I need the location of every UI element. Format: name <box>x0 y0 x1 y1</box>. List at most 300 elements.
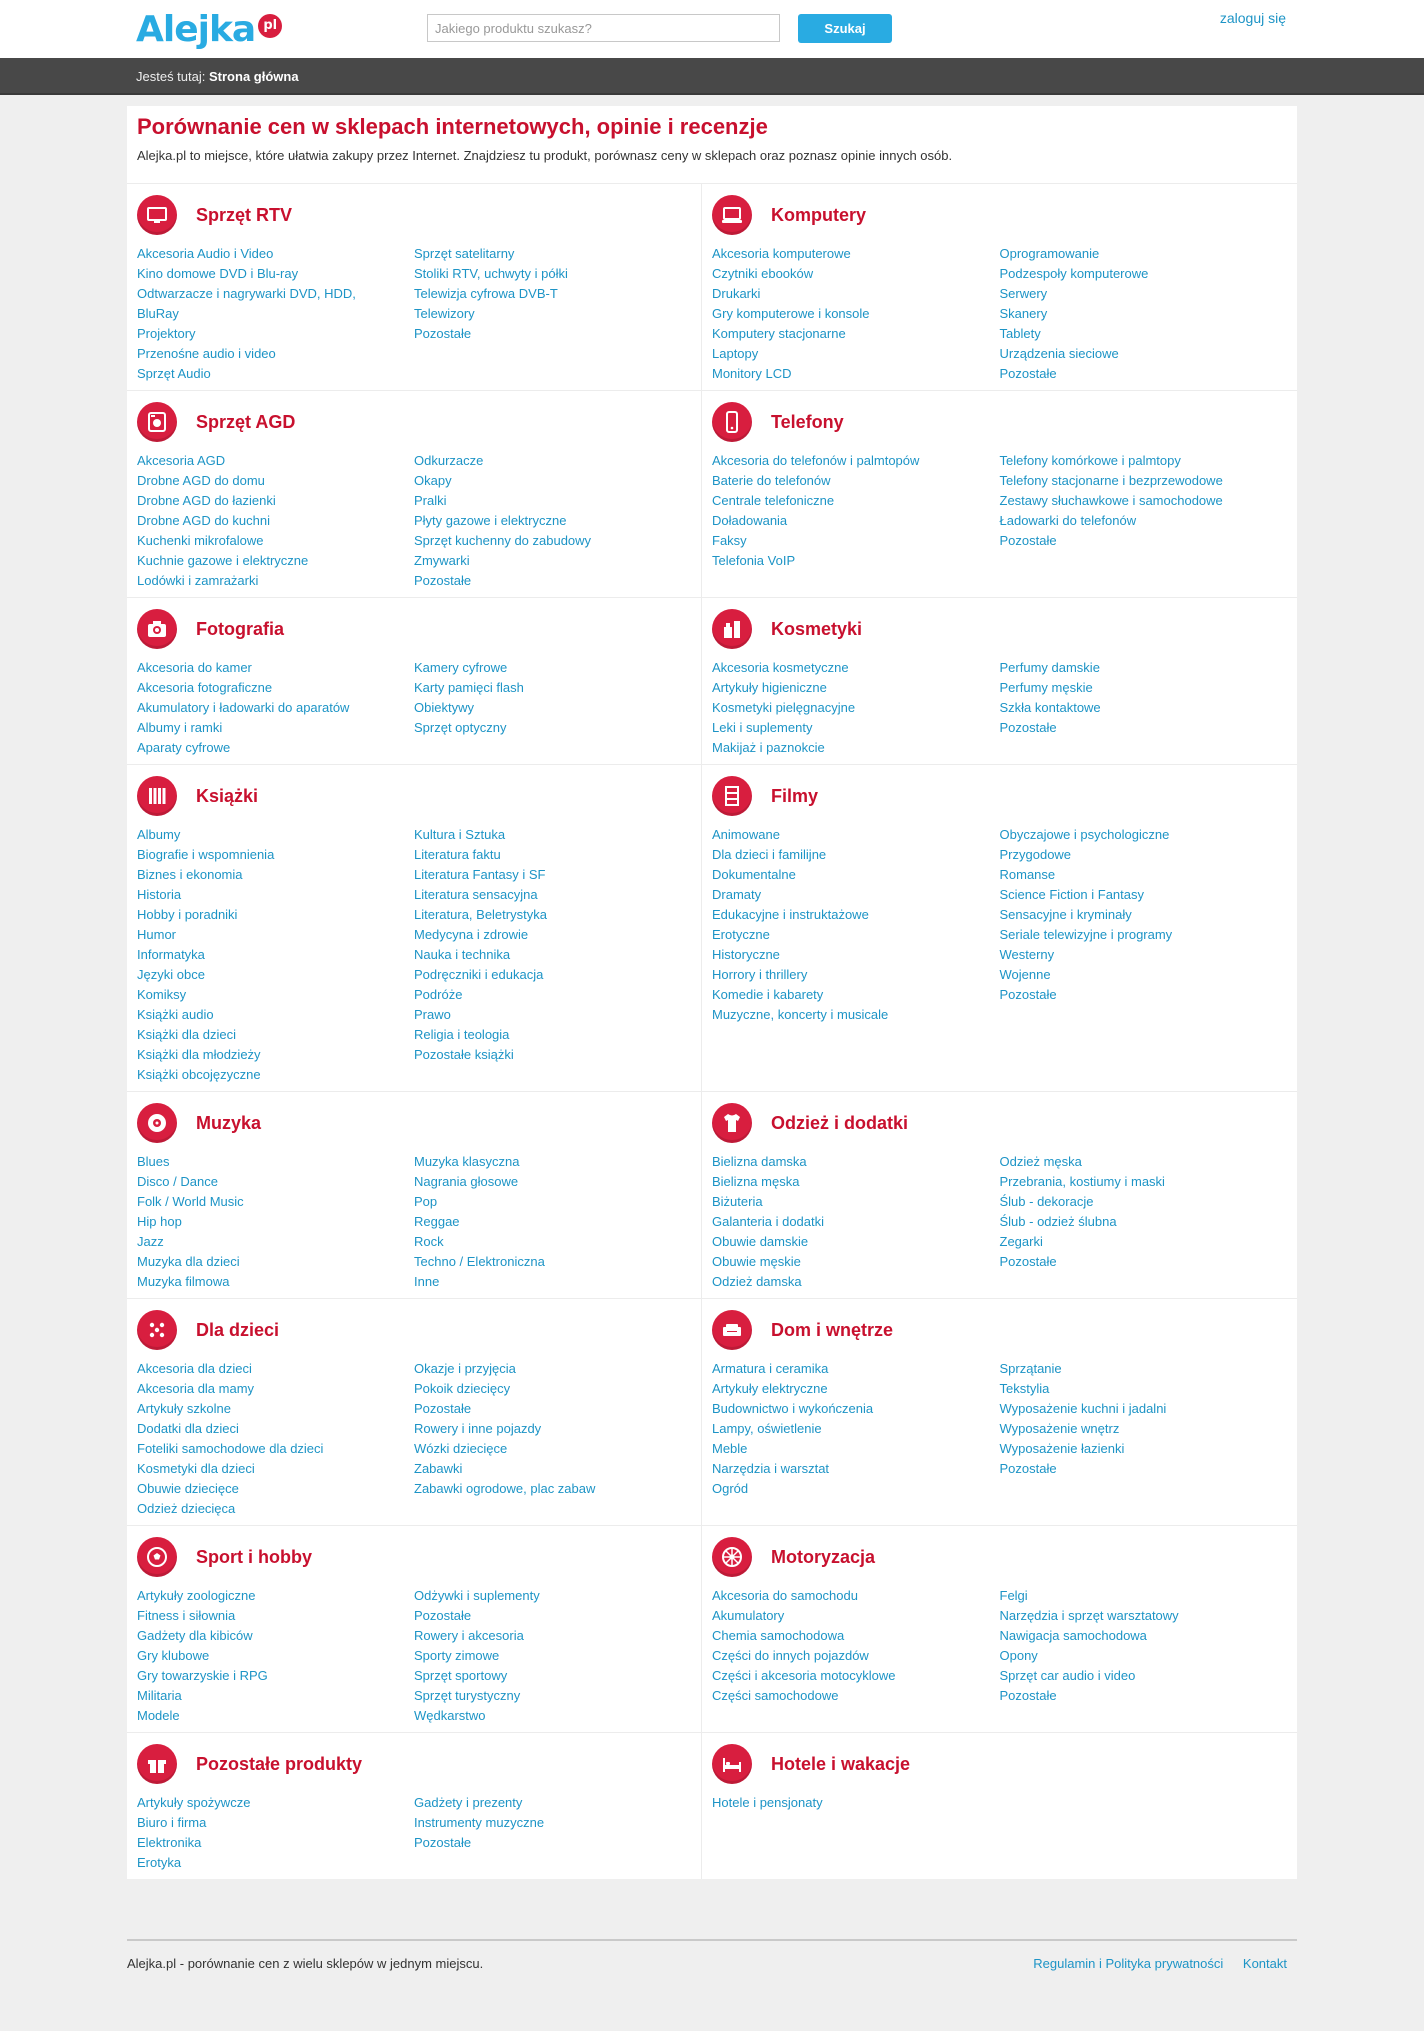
subcategory-link[interactable]: Kino domowe DVD i Blu-ray <box>137 266 299 281</box>
books-icon[interactable] <box>137 776 177 816</box>
category-sport-i-hobby <box>127 1526 701 1732</box>
subcategory-link[interactable]: Leki i suplementy <box>712 720 813 735</box>
subcategory-link[interactable]: Pozostałe <box>999 533 1057 548</box>
category-title[interactable]: Odzież i dodatki <box>771 1112 909 1133</box>
subcategory-link[interactable]: Akcesoria do kamer <box>137 660 252 675</box>
footer-links <box>1017 1956 1287 1971</box>
subcategory-link[interactable]: Meble <box>712 1441 748 1456</box>
subcategory-link[interactable]: Modele <box>137 1708 180 1723</box>
subcategory-link[interactable]: Podzespoły komputerowe <box>999 266 1149 281</box>
subcategory-link[interactable]: Biuro i firma <box>137 1815 207 1830</box>
subcategory-link[interactable]: Erotyczne <box>712 927 770 942</box>
subcategory-link[interactable]: Odzież dziecięca <box>137 1501 236 1516</box>
login-link[interactable]: zaloguj się <box>1219 10 1286 26</box>
subcategory-link[interactable]: Skanery <box>999 306 1048 321</box>
subcategory-link[interactable]: Karty pamięci flash <box>414 680 524 695</box>
subcategory-link[interactable]: Akcesoria AGD <box>137 453 226 468</box>
subcategory-link[interactable]: Akcesoria fotograficzne <box>137 680 273 695</box>
subcategory-link[interactable]: Pozostałe <box>414 1608 472 1623</box>
subcategory-link[interactable]: Tablety <box>999 326 1041 341</box>
category-title[interactable]: Telefony <box>771 411 844 432</box>
subcategory-columns <box>137 1152 691 1292</box>
category-title[interactable]: Dla dzieci <box>196 1319 280 1340</box>
subcategory-columns <box>712 1359 1287 1499</box>
subcategory-link[interactable]: Pozostałe <box>414 1835 472 1850</box>
tv-icon[interactable] <box>137 195 177 235</box>
subcategory-link[interactable]: Przygodowe <box>999 847 1072 862</box>
subcategory-link[interactable]: Obyczajowe i psychologiczne <box>999 827 1170 842</box>
subcategory-link[interactable]: Techno / Elektroniczna <box>414 1254 545 1269</box>
category-header <box>712 775 1287 817</box>
subcategory-link[interactable]: Doładowania <box>712 513 788 528</box>
subcategory-link[interactable]: Tekstylia <box>999 1381 1050 1396</box>
footer-divider <box>127 1939 1297 1941</box>
subcategory-link[interactable]: Reggae <box>414 1214 460 1229</box>
subcategory-link[interactable]: Akcesoria kosmetyczne <box>712 660 849 675</box>
subcategory-link[interactable]: Akcesoria do telefonów i palmtopów <box>712 453 920 468</box>
subcategory-link[interactable]: Pozostałe <box>414 573 472 588</box>
subcategory-link[interactable]: Pokoik dziecięcy <box>414 1381 511 1396</box>
subcategory-link[interactable]: Odkurzacze <box>414 453 484 468</box>
subcategory-link[interactable]: Monitory LCD <box>712 366 792 381</box>
category-title[interactable]: Fotografia <box>196 618 284 639</box>
subcategory-column <box>1000 1793 1288 1813</box>
category-motoryzacja <box>701 1526 1297 1732</box>
subcategory-link[interactable]: Obiektywy <box>414 700 474 715</box>
category-header <box>137 1743 691 1785</box>
subcategory-link[interactable]: Prawo <box>414 1007 451 1022</box>
subcategory-link[interactable]: Komedie i kabarety <box>712 987 824 1002</box>
category-row <box>127 391 1297 598</box>
film-icon[interactable] <box>712 776 752 816</box>
music-disc-icon[interactable] <box>137 1103 177 1143</box>
subcategory-link[interactable]: Urządzenia sieciowe <box>999 346 1119 361</box>
subcategory-link[interactable]: Odzież damska <box>712 1274 802 1289</box>
category-row <box>127 765 1297 1092</box>
subcategory-link[interactable]: Faksy <box>712 533 747 548</box>
category-sprzet-agd <box>127 391 701 597</box>
subcategory-link[interactable]: Języki obce <box>137 967 205 982</box>
breadcrumb-bar <box>0 58 1424 95</box>
subcategory-link[interactable]: Serwery <box>999 286 1048 301</box>
subcategory-link[interactable]: Odtwarzacze i nagrywarki DVD, HDD, <box>137 286 356 301</box>
category-title[interactable]: Sprzęt RTV <box>196 204 293 225</box>
category-header <box>137 194 691 236</box>
category-komputery <box>701 184 1297 390</box>
category-title[interactable]: Filmy <box>771 785 819 806</box>
subcategory-link[interactable]: Wojenne <box>999 967 1051 982</box>
subcategory-link[interactable]: Historia <box>137 887 182 902</box>
subcategory-link[interactable]: Podręczniki i edukacja <box>414 967 544 982</box>
subcategory-link[interactable]: Kosmetyki pielęgnacyjne <box>712 700 856 715</box>
subcategory-link[interactable]: Artykuły spożywcze <box>137 1795 251 1810</box>
subcategory-link[interactable]: Drobne AGD do kuchni <box>137 513 270 528</box>
subcategory-link[interactable]: Części samochodowe <box>712 1688 839 1703</box>
subcategory-link[interactable]: Perfumy męskie <box>999 680 1093 695</box>
subcategory-columns <box>712 244 1287 384</box>
subcategory-column <box>1000 1586 1288 1706</box>
subcategory-link[interactable]: Pozostałe <box>999 1461 1057 1476</box>
subcategory-link[interactable]: Budownictwo i wykończenia <box>712 1401 874 1416</box>
subcategory-columns <box>712 1586 1287 1706</box>
subcategory-link[interactable]: Pozostałe <box>999 366 1057 381</box>
subcategory-link[interactable]: Artykuły zoologiczne <box>137 1588 256 1603</box>
subcategory-link[interactable]: Obuwie damskie <box>712 1234 809 1249</box>
search-input[interactable] <box>427 14 780 42</box>
subcategory-link[interactable]: Akcesoria komputerowe <box>712 246 851 261</box>
category-row <box>127 1733 1297 1879</box>
subcategory-link[interactable]: Centrale telefoniczne <box>712 493 835 508</box>
subcategory-link[interactable]: Disco / Dance <box>137 1174 218 1189</box>
category-title[interactable]: Kosmetyki <box>771 618 863 639</box>
subcategory-link[interactable]: Książki audio <box>137 1007 214 1022</box>
subcategory-link[interactable]: Projektory <box>137 326 196 341</box>
category-header <box>712 401 1287 443</box>
category-title[interactable]: Muzyka <box>196 1112 262 1133</box>
subcategory-link[interactable]: Muzyka dla dzieci <box>137 1254 240 1269</box>
category-odziez-i-dodatki <box>701 1092 1297 1298</box>
subcategory-link[interactable]: Obuwie męskie <box>712 1254 801 1269</box>
subcategory-link[interactable]: Felgi <box>999 1588 1028 1603</box>
subcategory-link[interactable]: Literatura sensacyjna <box>414 887 538 902</box>
subcategory-link[interactable]: Nawigacja samochodowa <box>999 1628 1147 1643</box>
subcategory-link[interactable]: Sprzęt optyczny <box>414 720 507 735</box>
subcategory-link[interactable]: Religia i teologia <box>414 1027 510 1042</box>
bed-icon[interactable] <box>712 1744 752 1784</box>
search-button[interactable]: Szukaj <box>798 14 892 43</box>
subcategory-link[interactable]: Okazje i przyjęcia <box>414 1361 516 1376</box>
subcategory-link[interactable]: Albumy <box>137 827 181 842</box>
subcategory-column <box>712 1586 1000 1706</box>
subcategory-link[interactable]: Wózki dziecięce <box>414 1441 508 1456</box>
subcategory-link[interactable]: Telefonia VoIP <box>712 553 796 568</box>
subcategory-link[interactable]: Science Fiction i Fantasy <box>999 887 1145 902</box>
subcategory-link[interactable]: Książki dla młodzieży <box>137 1047 261 1062</box>
subcategory-link[interactable]: Pozostałe <box>999 987 1057 1002</box>
category-hotele-i-wakacje <box>701 1733 1297 1879</box>
phone-icon[interactable] <box>712 402 752 442</box>
subcategory-link[interactable]: Kuchnie gazowe i elektryczne <box>137 553 309 568</box>
subcategory-link[interactable]: Sprzęt kuchenny do zabudowy <box>414 533 592 548</box>
subcategory-link[interactable]: Pozostałe <box>999 1254 1057 1269</box>
subcategory-column <box>712 825 1000 1025</box>
subcategory-link[interactable]: Akumulatory i ładowarki do aparatów <box>137 700 350 715</box>
logo[interactable] <box>136 8 282 52</box>
subcategory-link[interactable]: Szkła kontaktowe <box>999 700 1101 715</box>
subcategory-link[interactable]: Animowane <box>712 827 780 842</box>
subcategory-link[interactable]: Podróże <box>414 987 463 1002</box>
subcategory-link[interactable]: Książki dla dzieci <box>137 1027 236 1042</box>
subcategory-link[interactable]: Fitness i siłownia <box>137 1608 236 1623</box>
subcategory-link[interactable]: Akcesoria dla mamy <box>137 1381 255 1396</box>
subcategory-column <box>712 451 1000 571</box>
subcategory-column <box>1000 1152 1288 1292</box>
subcategory-link[interactable]: Romanse <box>999 867 1056 882</box>
category-filmy <box>701 765 1297 1091</box>
subcategory-link[interactable]: Elektronika <box>137 1835 202 1850</box>
subcategory-link[interactable]: Inne <box>414 1274 440 1289</box>
breadcrumb-prefix: Jesteś tutaj: <box>136 69 206 84</box>
subcategory-link[interactable]: Biżuteria <box>712 1194 763 1209</box>
category-title[interactable]: Sprzęt AGD <box>196 411 296 432</box>
subcategory-link[interactable]: Humor <box>137 927 177 942</box>
subcategory-link[interactable]: Armatura i ceramika <box>712 1361 829 1376</box>
subcategory-link[interactable]: Stoliki RTV, uchwyty i półki <box>414 266 568 281</box>
subcategory-column <box>1000 244 1288 384</box>
subcategory-column <box>1000 825 1288 1025</box>
footer-text: Alejka.pl - porównanie cen z wielu sklepów w jednym miejscu. <box>127 1956 484 1971</box>
subcategory-link[interactable]: Akcesoria do samochodu <box>712 1588 858 1603</box>
subcategory-link[interactable]: Zegarki <box>999 1234 1043 1249</box>
subcategory-link[interactable]: Nagrania głosowe <box>414 1174 519 1189</box>
subcategory-link[interactable]: Przenośne audio i video <box>137 346 276 361</box>
subcategory-link[interactable]: Rowery i inne pojazdy <box>414 1421 542 1436</box>
subcategory-column <box>1000 1359 1288 1499</box>
subcategory-link[interactable]: Odżywki i suplementy <box>414 1588 540 1603</box>
computer-icon[interactable] <box>712 195 752 235</box>
category-title[interactable]: Dom i wnętrze <box>771 1319 894 1340</box>
subcategory-link[interactable]: Gadżety i prezenty <box>414 1795 523 1810</box>
subcategory-link[interactable]: Dramaty <box>712 887 762 902</box>
subcategory-link[interactable]: Telewizory <box>414 306 475 321</box>
subcategory-link[interactable]: Pozostałe <box>414 326 472 341</box>
category-title[interactable]: Książki <box>196 785 259 806</box>
subcategory-link[interactable]: Artykuły elektryczne <box>712 1381 828 1396</box>
subcategory-link[interactable]: Kultura i Sztuka <box>414 827 506 842</box>
subcategory-link[interactable]: Sprzęt car audio i video <box>999 1668 1136 1683</box>
camera-icon[interactable] <box>137 609 177 649</box>
subcategory-link[interactable]: Książki obcojęzyczne <box>137 1067 261 1082</box>
subcategory-link[interactable]: Literatura, Beletrystyka <box>414 907 547 922</box>
category-title[interactable]: Komputery <box>771 204 867 225</box>
category-title[interactable]: Motoryzacja <box>771 1546 876 1567</box>
subcategory-link[interactable]: Kamery cyfrowe <box>414 660 508 675</box>
subcategory-link[interactable]: Telewizja cyfrowa DVB-T <box>414 286 558 301</box>
subcategory-link[interactable]: Westerny <box>999 947 1055 962</box>
subcategory-link[interactable]: Drobne AGD do domu <box>137 473 265 488</box>
subcategory-link[interactable]: Sprzątanie <box>999 1361 1062 1376</box>
subcategory-link[interactable]: Albumy i ramki <box>137 720 223 735</box>
subcategory-link[interactable]: Dla dzieci i familijne <box>712 847 827 862</box>
subcategory-link[interactable]: Akcesoria dla dzieci <box>137 1361 252 1376</box>
subcategory-link[interactable]: Gry komputerowe i konsole <box>712 306 870 321</box>
subcategory-link[interactable]: Komiksy <box>137 987 187 1002</box>
ball-icon[interactable] <box>137 1537 177 1577</box>
subcategory-link[interactable]: Blues <box>137 1154 170 1169</box>
subcategory-link[interactable]: Erotyka <box>137 1855 182 1870</box>
subcategory-link[interactable]: Ślub - dekoracje <box>999 1194 1094 1209</box>
subcategory-link[interactable]: Części do innych pojazdów <box>712 1648 869 1663</box>
subcategory-column <box>414 244 691 384</box>
page-title: Porównanie cen w sklepach internetowych, opinie i recenzje <box>137 114 768 139</box>
subcategory-link[interactable]: Narzędzia i warsztat <box>712 1461 830 1476</box>
subcategory-columns <box>137 451 691 591</box>
washing-machine-icon[interactable] <box>137 402 177 442</box>
subcategory-link[interactable]: Horrory i thrillery <box>712 967 808 982</box>
subcategory-link[interactable]: Gry klubowe <box>137 1648 210 1663</box>
subcategory-link[interactable]: Części i akcesoria motocyklowe <box>712 1668 896 1683</box>
subcategory-link[interactable]: Lampy, oświetlenie <box>712 1421 822 1436</box>
subcategory-link[interactable]: Dodatki dla dzieci <box>137 1421 239 1436</box>
subcategory-columns <box>137 1793 691 1873</box>
subcategory-columns <box>712 1152 1287 1292</box>
subcategory-link[interactable]: Chemia samochodowa <box>712 1628 845 1643</box>
subcategory-link[interactable]: Wyposażenie wnętrz <box>999 1421 1120 1436</box>
subcategory-column <box>414 1793 691 1873</box>
subcategory-link[interactable]: Baterie do telefonów <box>712 473 831 488</box>
subcategory-link[interactable]: Sprzęt turystyczny <box>414 1688 521 1703</box>
subcategory-link[interactable]: Bielizna damska <box>712 1154 807 1169</box>
subcategory-link[interactable]: BluRay <box>137 306 179 321</box>
subcategory-columns <box>137 658 691 758</box>
category-row <box>127 598 1297 765</box>
subcategory-link[interactable]: Literatura Fantasy i SF <box>414 867 546 882</box>
subcategory-link[interactable]: Ślub - odzież ślubna <box>999 1214 1117 1229</box>
subcategory-link[interactable]: Muzyczne, koncerty i musicale <box>712 1007 889 1022</box>
subcategory-link[interactable]: Literatura faktu <box>414 847 501 862</box>
subcategory-link[interactable]: Medycyna i zdrowie <box>414 927 529 942</box>
main-content <box>127 106 1297 1879</box>
category-row <box>127 1526 1297 1733</box>
cosmetics-icon[interactable] <box>712 609 752 649</box>
category-sprzet-rtv <box>127 184 701 390</box>
category-title[interactable]: Pozostałe produkty <box>196 1753 363 1774</box>
category-header <box>712 1102 1287 1144</box>
subcategory-link[interactable]: Zabawki ogrodowe, plac zabaw <box>414 1481 596 1496</box>
subcategory-link[interactable]: Zestawy słuchawkowe i samochodowe <box>999 493 1223 508</box>
subcategory-link[interactable]: Zmywarki <box>414 553 470 568</box>
subcategory-link[interactable]: Informatyka <box>137 947 205 962</box>
subcategory-link[interactable]: Kuchenki mikrofalowe <box>137 533 264 548</box>
subcategory-link[interactable]: Opony <box>999 1648 1038 1663</box>
subcategory-link[interactable]: Biografie i wspomnienia <box>137 847 275 862</box>
subcategory-link[interactable]: Edukacyjne i instruktażowe <box>712 907 869 922</box>
subcategory-link[interactable]: Ładowarki do telefonów <box>999 513 1137 528</box>
subcategory-link[interactable]: Galanteria i dodatki <box>712 1214 825 1229</box>
subcategory-link[interactable]: Folk / World Music <box>137 1194 244 1209</box>
site-header <box>0 0 1424 58</box>
subcategory-link[interactable]: Foteliki samochodowe dla dzieci <box>137 1441 324 1456</box>
subcategory-link[interactable]: Telefony stacjonarne i bezprzewodowe <box>999 473 1223 488</box>
subcategory-link[interactable]: Komputery stacjonarne <box>712 326 846 341</box>
subcategory-link[interactable]: Hobby i poradniki <box>137 907 238 922</box>
subcategory-link[interactable]: Dokumentalne <box>712 867 796 882</box>
subcategory-link[interactable]: Artykuły szkolne <box>137 1401 231 1416</box>
subcategory-link[interactable]: Czytniki ebooków <box>712 266 814 281</box>
dice-icon[interactable] <box>137 1310 177 1350</box>
subcategory-link[interactable]: Makijaż i paznokcie <box>712 740 825 755</box>
subcategory-link[interactable]: Drukarki <box>712 286 761 301</box>
subcategory-link[interactable]: Pozostałe książki <box>414 1047 514 1062</box>
category-header <box>712 194 1287 236</box>
subcategory-link[interactable]: Muzyka klasyczna <box>414 1154 520 1169</box>
subcategory-link[interactable]: Okapy <box>414 473 452 488</box>
subcategory-link[interactable]: Pozostałe <box>999 1688 1057 1703</box>
subcategory-link[interactable]: Odzież męska <box>999 1154 1082 1169</box>
subcategory-link[interactable]: Akumulatory <box>712 1608 785 1623</box>
subcategory-link[interactable]: Instrumenty muzyczne <box>414 1815 545 1830</box>
subcategory-link[interactable]: Nauka i technika <box>414 947 511 962</box>
subcategory-link[interactable]: Wyposażenie kuchni i jadalni <box>999 1401 1167 1416</box>
subcategory-link[interactable]: Pralki <box>414 493 447 508</box>
subcategory-columns <box>712 451 1287 571</box>
subcategory-link[interactable]: Sprzęt sportowy <box>414 1668 508 1683</box>
subcategory-link[interactable]: Drobne AGD do łazienki <box>137 493 276 508</box>
category-muzyka <box>127 1092 701 1298</box>
subcategory-link[interactable]: Pozostałe <box>999 720 1057 735</box>
category-title[interactable]: Sport i hobby <box>196 1546 312 1567</box>
subcategory-column <box>712 658 1000 758</box>
subcategory-link[interactable]: Pozostałe <box>414 1401 472 1416</box>
subcategory-column <box>414 1359 691 1519</box>
subcategory-link[interactable]: Perfumy damskie <box>999 660 1100 675</box>
subcategory-link[interactable]: Muzyka filmowa <box>137 1274 230 1289</box>
subcategory-link[interactable]: Bielizna męska <box>712 1174 800 1189</box>
subcategory-link[interactable]: Seriale telewizyjne i programy <box>999 927 1173 942</box>
subcategory-column <box>712 1359 1000 1499</box>
logo-text: Alejka <box>136 9 256 50</box>
subcategory-link[interactable]: Biznes i ekonomia <box>137 867 243 882</box>
subcategory-link[interactable]: Historyczne <box>712 947 780 962</box>
subcategory-link[interactable]: Lodówki i zamrażarki <box>137 573 259 588</box>
subcategory-link[interactable]: Sensacyjne i kryminały <box>999 907 1132 922</box>
tshirt-icon[interactable] <box>712 1103 752 1143</box>
category-dom-i-wnetrze <box>701 1299 1297 1525</box>
subcategory-link[interactable]: Ogród <box>712 1481 749 1496</box>
subcategory-link[interactable]: Artykuły higieniczne <box>712 680 827 695</box>
subcategory-link[interactable]: Wędkarstwo <box>414 1708 486 1723</box>
subcategory-link[interactable]: Militaria <box>137 1688 182 1703</box>
subcategory-link[interactable]: Hotele i pensjonaty <box>712 1795 823 1810</box>
subcategory-link[interactable]: Telefony komórkowe i palmtopy <box>999 453 1181 468</box>
subcategory-link[interactable]: Laptopy <box>712 346 759 361</box>
subcategory-link[interactable]: Akcesoria Audio i Video <box>137 246 274 261</box>
subcategory-link[interactable]: Gry towarzyskie i RPG <box>137 1668 268 1683</box>
subcategory-link[interactable]: Zabawki <box>414 1461 463 1476</box>
subcategory-link[interactable]: Pop <box>414 1194 438 1209</box>
gift-icon[interactable] <box>137 1744 177 1784</box>
subcategory-link[interactable]: Sprzęt satelitarny <box>414 246 515 261</box>
footer-link-terms[interactable]: Regulamin i Polityka prywatności <box>1033 1956 1224 1971</box>
subcategory-link[interactable]: Aparaty cyfrowe <box>137 740 231 755</box>
subcategory-columns <box>137 244 691 384</box>
subcategory-link[interactable]: Hip hop <box>137 1214 182 1229</box>
category-title[interactable]: Hotele i wakacje <box>771 1753 911 1774</box>
subcategory-link[interactable]: Wyposażenie łazienki <box>999 1441 1125 1456</box>
subcategory-columns <box>712 825 1287 1025</box>
subcategory-link[interactable]: Rock <box>414 1234 444 1249</box>
subcategory-link[interactable]: Sprzęt Audio <box>137 366 211 381</box>
subcategory-link[interactable]: Jazz <box>137 1234 164 1249</box>
subcategory-link[interactable]: Narzędzia i sprzęt warsztatowy <box>999 1608 1179 1623</box>
subcategory-column <box>137 1793 414 1873</box>
subcategory-column <box>414 658 691 758</box>
subcategory-link[interactable]: Oprogramowanie <box>999 246 1100 261</box>
subcategory-link[interactable]: Przebrania, kostiumy i maski <box>999 1174 1165 1189</box>
subcategory-link[interactable]: Obuwie dziecięce <box>137 1481 239 1496</box>
subcategory-link[interactable]: Sporty zimowe <box>414 1648 500 1663</box>
subcategory-link[interactable]: Gadżety dla kibiców <box>137 1628 253 1643</box>
subcategory-columns <box>712 658 1287 758</box>
subcategory-link[interactable]: Rowery i akcesoria <box>414 1628 524 1643</box>
footer-link-contact[interactable]: Kontakt <box>1242 1956 1287 1971</box>
category-header <box>137 1309 691 1351</box>
wheel-icon[interactable] <box>712 1537 752 1577</box>
sofa-icon[interactable] <box>712 1310 752 1350</box>
subcategory-columns <box>137 1586 691 1726</box>
subcategory-link[interactable]: Kosmetyki dla dzieci <box>137 1461 255 1476</box>
subcategory-link[interactable]: Płyty gazowe i elektryczne <box>414 513 567 528</box>
